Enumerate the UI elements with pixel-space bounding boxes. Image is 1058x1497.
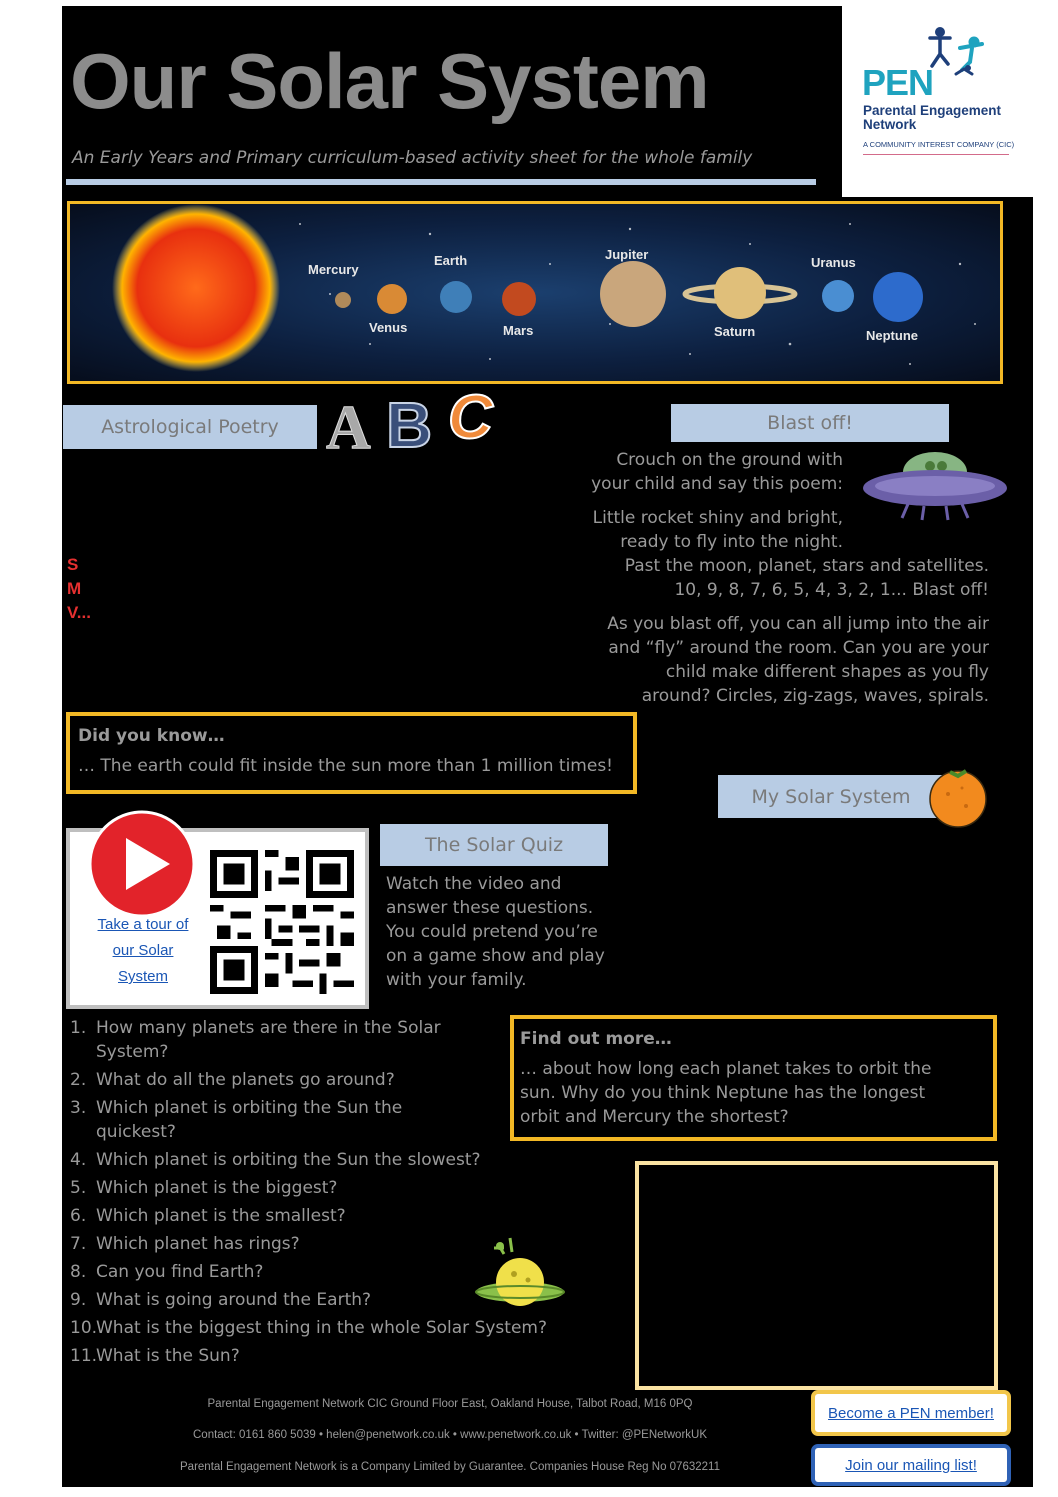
blast-poem-part1 xyxy=(593,506,843,554)
drawing-box xyxy=(635,1161,998,1390)
logo-name-line2: Network xyxy=(863,117,917,132)
label-earth: Earth xyxy=(434,253,468,268)
question-number: 11. xyxy=(70,1346,98,1366)
question-number: 9. xyxy=(70,1290,87,1310)
pen-logo xyxy=(842,6,1033,197)
blast-instructions xyxy=(607,612,989,708)
saturn-icon xyxy=(714,267,766,319)
question-number: 3. xyxy=(70,1098,87,1118)
page-subtitle: An Early Years and Primary curriculum-based activity sheet for the whole family xyxy=(72,148,753,168)
title-divider xyxy=(66,179,816,185)
question-line: What is the Sun? xyxy=(96,1346,240,1366)
logo-name xyxy=(863,104,1033,132)
qr-code-icon[interactable] xyxy=(210,850,354,994)
find-out-line: … about how long each planet takes to orbit the xyxy=(520,1059,932,1079)
quiz-question xyxy=(70,1148,590,1172)
question-number: 4. xyxy=(70,1150,87,1170)
label-uranus: Uranus xyxy=(811,255,856,270)
logo-wordmark: PEN xyxy=(862,62,934,103)
question-number: 6. xyxy=(70,1206,87,1226)
jupiter-icon xyxy=(600,261,666,327)
letter-b-icon: B xyxy=(386,389,433,461)
question-line: Which planet is the biggest? xyxy=(96,1178,338,1198)
poem-line: Little rocket shiny and bright, xyxy=(592,508,843,528)
play-video-icon[interactable] xyxy=(86,808,198,918)
question-line: Which planet has rings? xyxy=(96,1234,300,1254)
quiz-intro-line: Watch the video and xyxy=(386,874,562,894)
ufo-icon xyxy=(858,448,1012,524)
question-line: How many planets are there in the Solar xyxy=(96,1018,441,1038)
label-mercury: Mercury xyxy=(308,262,359,277)
video-link-line[interactable]: System xyxy=(117,968,168,985)
question-line: System? xyxy=(96,1042,169,1062)
find-out-line: orbit and Mercury the shortest? xyxy=(520,1107,789,1127)
question-number: 5. xyxy=(70,1178,87,1198)
question-line: What is going around the Earth? xyxy=(96,1290,372,1310)
page-title: Our Solar System xyxy=(70,37,709,125)
venus-icon xyxy=(377,284,407,314)
poem-line: ready to fly into the night. xyxy=(620,532,843,552)
acrostic-letter: S xyxy=(67,555,79,574)
label-neptune: Neptune xyxy=(866,328,918,343)
logo-underline xyxy=(863,154,1009,155)
video-link-line[interactable]: our Solar xyxy=(112,942,174,959)
quiz-question xyxy=(70,1176,590,1200)
video-tour-link[interactable] xyxy=(78,912,208,990)
find-out-more-text xyxy=(520,1057,987,1129)
mars-icon xyxy=(502,282,536,316)
find-out-more-title: Find out more… xyxy=(520,1029,672,1049)
blast-intro-line: your child and say this poem: xyxy=(591,474,843,494)
logo-name-line1: Parental Engagement xyxy=(863,103,1002,118)
heading-solar-quiz: The Solar Quiz xyxy=(380,824,608,866)
heading-astrological-poetry: Astrological Poetry xyxy=(63,405,317,449)
instruction-line: child make different shapes as you fly xyxy=(665,662,989,682)
solar-system-banner xyxy=(67,201,1003,384)
question-number: 7. xyxy=(70,1234,87,1254)
quiz-question xyxy=(70,1204,590,1228)
poem-line: 10, 9, 8, 7, 6, 5, 4, 3, 2, 1... Blast off! xyxy=(674,580,989,600)
poem-line: Past the moon, planet, stars and satellites. xyxy=(624,556,989,576)
question-line: Which planet is orbiting the Sun the slowest? xyxy=(96,1150,481,1170)
find-out-line: sun. Why do you think Neptune has the longest xyxy=(520,1083,926,1103)
video-qr-card xyxy=(66,828,369,1009)
quiz-intro-line: answer these questions. xyxy=(386,898,594,918)
orange-planet-icon xyxy=(926,766,990,828)
quiz-intro-line: on a game show and play xyxy=(386,946,605,966)
alien-planet-icon xyxy=(470,1234,566,1318)
mailing-list-button[interactable]: Join our mailing list! xyxy=(811,1444,1011,1486)
footer-contact: Contact: 0161 860 5039 • helen@penetwork.co.uk • www.penetwork.co.uk • Twitter: @PENetworkUK xyxy=(193,1429,707,1441)
logo-cic-text: A COMMUNITY INTEREST COMPANY (CIC) xyxy=(863,140,1015,149)
heading-blast-off: Blast off! xyxy=(671,404,949,442)
did-you-know-box xyxy=(66,712,637,794)
neptune-icon xyxy=(873,272,923,322)
earth-icon xyxy=(440,281,472,313)
letter-c-icon: C xyxy=(448,383,493,452)
label-mars: Mars xyxy=(503,323,534,338)
blast-poem-part2 xyxy=(625,554,989,602)
heading-my-solar-system: My Solar System xyxy=(718,775,944,818)
question-number: 1. xyxy=(70,1018,87,1038)
quiz-question xyxy=(70,1316,590,1340)
quiz-question xyxy=(70,1344,590,1368)
uranus-icon xyxy=(822,280,854,312)
blast-intro xyxy=(591,448,843,496)
question-number: 2. xyxy=(70,1070,87,1090)
sun-icon xyxy=(112,204,280,372)
question-line: Which planet is orbiting the Sun the xyxy=(96,1098,403,1118)
question-number: 10. xyxy=(70,1318,98,1338)
question-line: What do all the planets go around? xyxy=(96,1070,395,1090)
quiz-intro-line: with your family. xyxy=(386,970,527,990)
instruction-line: around? Circles, zig-zags, waves, spirals. xyxy=(641,686,989,706)
acrostic-letter: V... xyxy=(67,603,91,622)
footer-company: Parental Engagement Network is a Company Limited by Guarantee. Companies House Reg No 07632211 xyxy=(180,1461,720,1473)
label-saturn: Saturn xyxy=(714,324,756,339)
question-line: quickest? xyxy=(96,1122,176,1142)
instruction-line: and “fly” around the room. Can you are your xyxy=(608,638,989,658)
acrostic-letters xyxy=(67,553,91,625)
acrostic-letter: M xyxy=(67,579,82,598)
quiz-intro xyxy=(386,872,605,992)
find-out-more-box xyxy=(510,1015,997,1141)
question-number: 8. xyxy=(70,1262,87,1282)
question-line: Can you find Earth? xyxy=(96,1262,264,1282)
video-link-line[interactable]: Take a tour of xyxy=(97,916,189,933)
footer-address: Parental Engagement Network CIC Ground Floor East, Oakland House, Talbot Road, M16 0PQ xyxy=(207,1398,693,1410)
quiz-intro-line: You could pretend you’re xyxy=(386,922,598,942)
mercury-icon xyxy=(335,292,351,308)
label-jupiter: Jupiter xyxy=(605,247,649,262)
label-venus: Venus xyxy=(369,320,408,335)
become-member-button[interactable]: Become a PEN member! xyxy=(811,1390,1011,1436)
did-you-know-title: Did you know… xyxy=(78,726,225,746)
did-you-know-text: … The earth could fit inside the sun more than 1 million times! xyxy=(78,756,614,776)
instruction-line: As you blast off, you can all jump into the air xyxy=(607,614,989,634)
blast-intro-line: Crouch on the ground with xyxy=(616,450,843,470)
question-line: What is the biggest thing in the whole Solar System? xyxy=(96,1318,547,1338)
solar-system-illustration xyxy=(70,204,1000,381)
letter-a-icon: A xyxy=(326,394,371,462)
question-line: Which planet is the smallest? xyxy=(96,1206,346,1226)
